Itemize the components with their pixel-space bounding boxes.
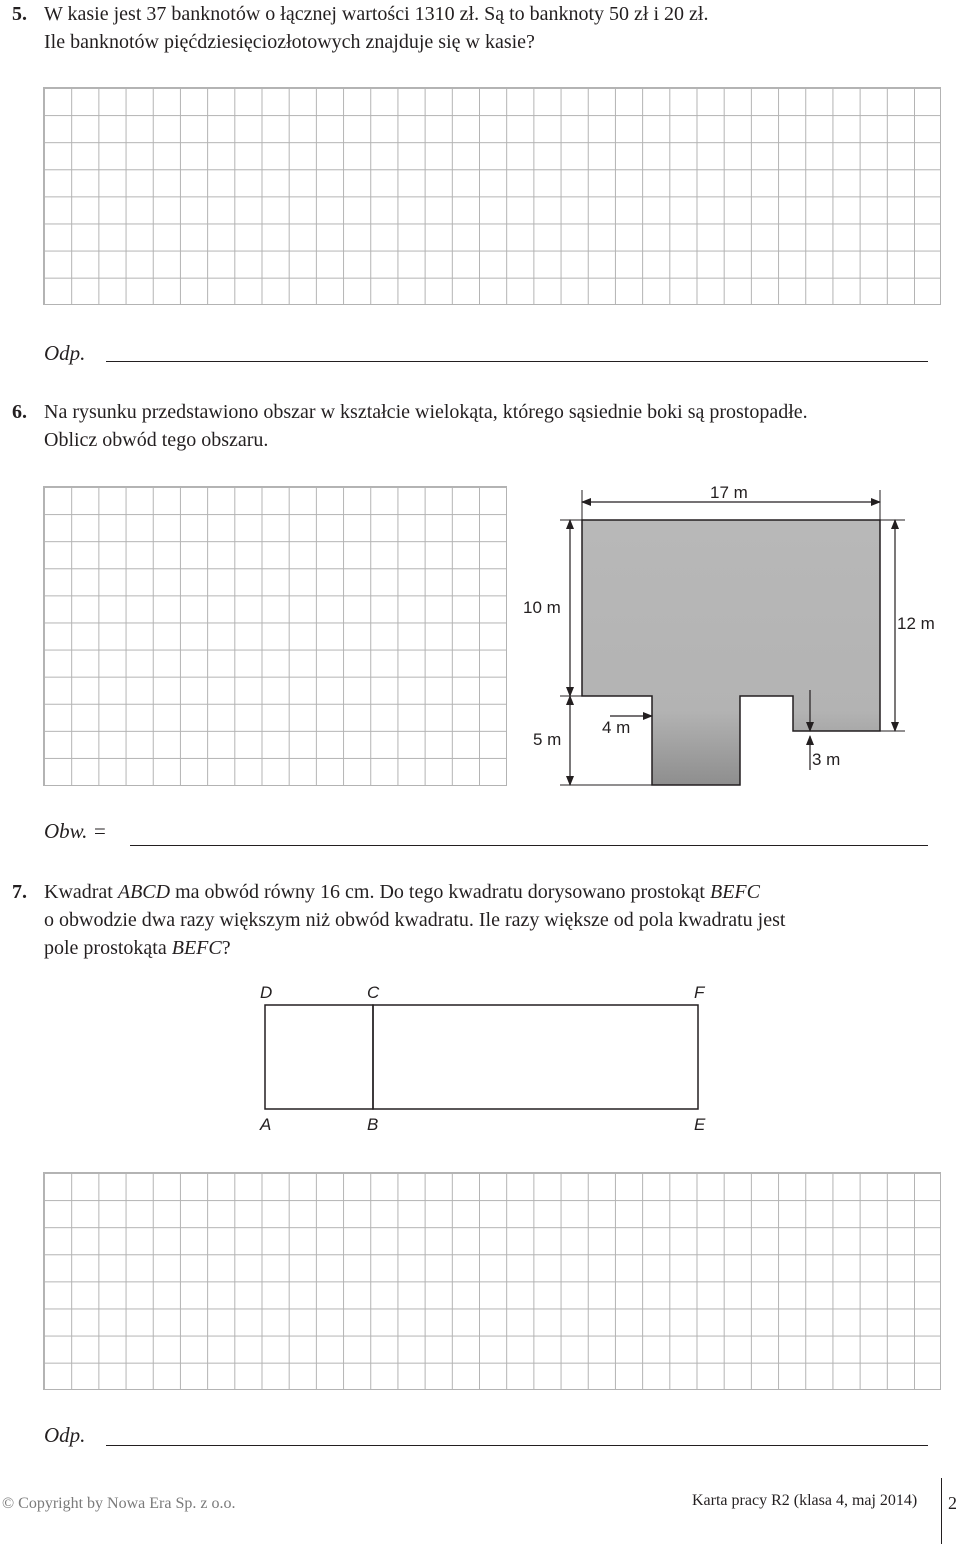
polygon-shape (582, 520, 880, 785)
answer-label: Odp. (44, 1423, 86, 1447)
answer-line[interactable] (130, 845, 928, 846)
dimension-label: 4 m (602, 718, 631, 737)
text-segment-italic: ABCD (117, 881, 171, 903)
text-segment: ? (221, 937, 231, 959)
rectangle-befc (373, 1005, 698, 1109)
task-text-line: W kasie jest 37 banknotów o łącznej wartości 1310 zł. Są to banknoty 50 zł i 20 zł. (44, 3, 709, 25)
point-label-b: B (367, 1115, 379, 1134)
dimension-label: 5 m (533, 730, 562, 749)
task-7 (12, 878, 952, 962)
answer-label: Odp. (44, 341, 86, 365)
dimension-label: 12 m (897, 614, 935, 633)
task-5 (12, 0, 952, 60)
work-grid[interactable] (43, 486, 507, 786)
task-text-line: o obwodzie dwa razy większym niż obwód kwadratu. Ile razy większe od pola kwadratu jest (44, 909, 786, 931)
answer-line[interactable] (106, 1445, 928, 1446)
task-text-line: Na rysunku przedstawiono obszar w kształcie wielokąta, którego sąsiednie boki są prostopadłe. (44, 401, 808, 423)
work-grid[interactable] (43, 1172, 941, 1390)
task-text-line: Ile banknotów pięćdziesięciozłotowych znajduje się w kasie? (44, 31, 535, 53)
task-number: 6. (12, 401, 27, 423)
dimension-label: 3 m (812, 750, 841, 769)
task-text-line (44, 878, 760, 906)
task-number: 7. (12, 881, 27, 903)
task-text-line (44, 934, 231, 962)
worksheet-title: Karta pracy R2 (klasa 4, maj 2014) (692, 1492, 918, 1509)
footer-divider (941, 1478, 942, 1544)
task-6 (12, 398, 952, 458)
point-label-a: A (260, 1115, 272, 1134)
dimension-label: 10 m (523, 598, 561, 617)
point-label-f: F (694, 983, 705, 1002)
text-segment: ma obwód równy 16 cm. Do tego kwadratu dorysowano prostokąt (170, 881, 710, 903)
rectangle-figure (260, 1000, 710, 1115)
task-number: 5. (12, 3, 27, 25)
page-number: 2 (948, 1493, 957, 1513)
copyright-note: © Copyright by Nowa Era Sp. z o.o. (2, 1495, 236, 1512)
point-label-d: D (260, 983, 273, 1002)
work-grid[interactable] (43, 87, 941, 305)
dimension-label: 17 m (710, 483, 748, 502)
task-text-line: Oblicz obwód tego obszaru. (44, 429, 269, 451)
answer-line[interactable] (106, 361, 928, 362)
polygon-figure (510, 480, 950, 800)
point-label-e: E (694, 1115, 706, 1134)
answer-label: Obw. = (44, 819, 107, 843)
point-label-c: C (367, 983, 380, 1002)
square-abcd (265, 1005, 373, 1109)
text-segment-italic: BEFC (709, 881, 760, 903)
text-segment: Kwadrat (44, 881, 118, 903)
text-segment: pole prostokąta (44, 937, 172, 959)
text-segment-italic: BEFC (171, 937, 222, 959)
